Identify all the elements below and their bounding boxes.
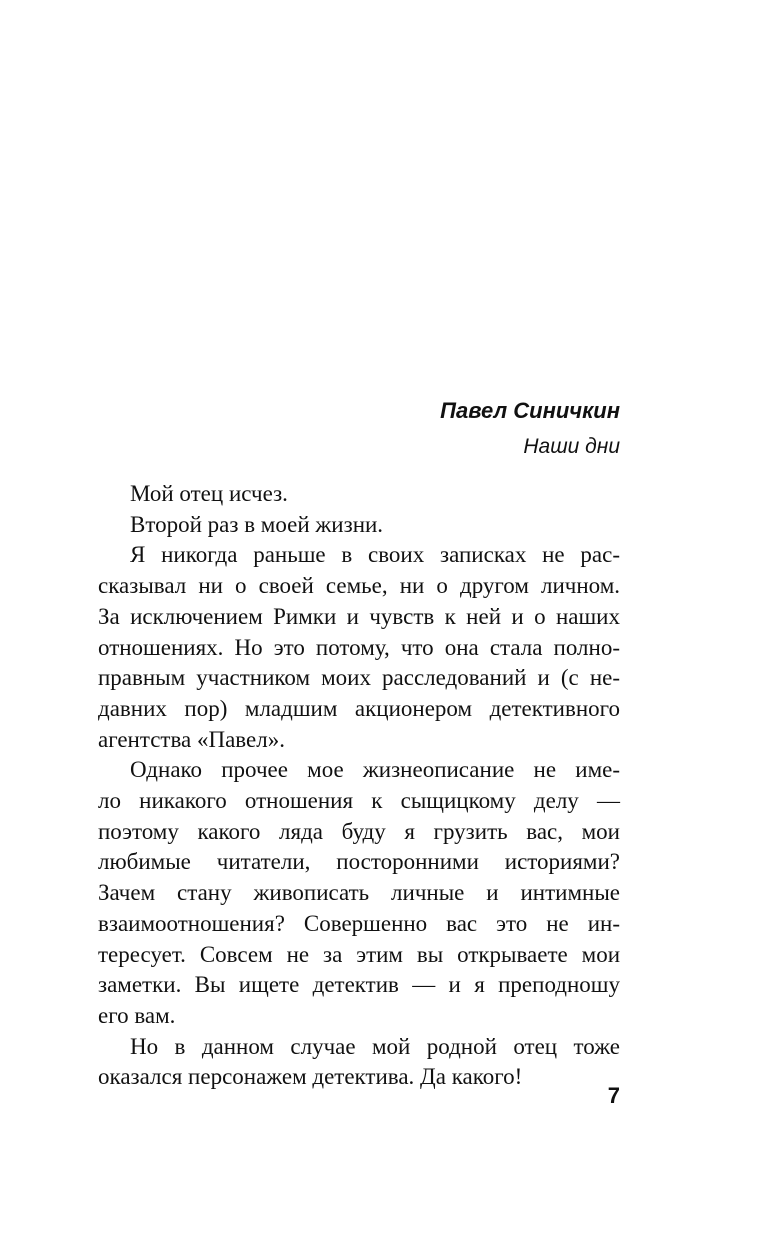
chapter-author: Павел Синичкин — [440, 398, 620, 423]
text-line: За исключением Римки и чувств к ней и о наших — [98, 603, 620, 629]
text-line: любимые читатели, посторонними историями? — [98, 849, 620, 875]
text-line: Мой отец исчез. — [130, 481, 288, 506]
text-line: отношениях. Но это потому, что она стала полно- — [98, 634, 620, 660]
text-line: тересует. Совсем не за этим вы открываете мои — [98, 941, 620, 967]
text-line: правным участником моих расследований и (с не- — [98, 665, 620, 691]
text-line: заметки. Вы ищете детектив — и я преподношу — [98, 972, 620, 998]
text-line: поэтому какого ляда буду я грузить вас, мои — [98, 818, 620, 844]
text-line: Зачем стану живописать личные и интимные — [98, 880, 620, 906]
text-line: Но в данном случае мой родной отец тоже — [130, 1033, 620, 1059]
text-line: давних пор) младшим акционером детективного — [98, 695, 620, 721]
body-text — [98, 479, 620, 1093]
page-number: 7 — [607, 1083, 620, 1108]
text-line: Я никогда раньше в своих записках не рас- — [130, 542, 620, 568]
text-line: Однако прочее мое жизнеописание не име- — [130, 757, 620, 783]
text-line: сказывал ни о своей семье, ни о другом личном. — [98, 573, 620, 599]
text-line: Второй раз в моей жизни. — [130, 511, 384, 537]
text-line: агентства «Павел». — [98, 726, 285, 752]
text-line: его вам. — [98, 1002, 176, 1028]
text-line: ло никакого отношения к сыщицкому делу — — [98, 788, 620, 814]
text-line: взаимоотношения? Совершенно вас это не ин- — [98, 910, 620, 936]
chapter-title: Наши дни — [523, 435, 620, 458]
text-line: оказался персонажем детектива. Да какого! — [98, 1064, 523, 1090]
